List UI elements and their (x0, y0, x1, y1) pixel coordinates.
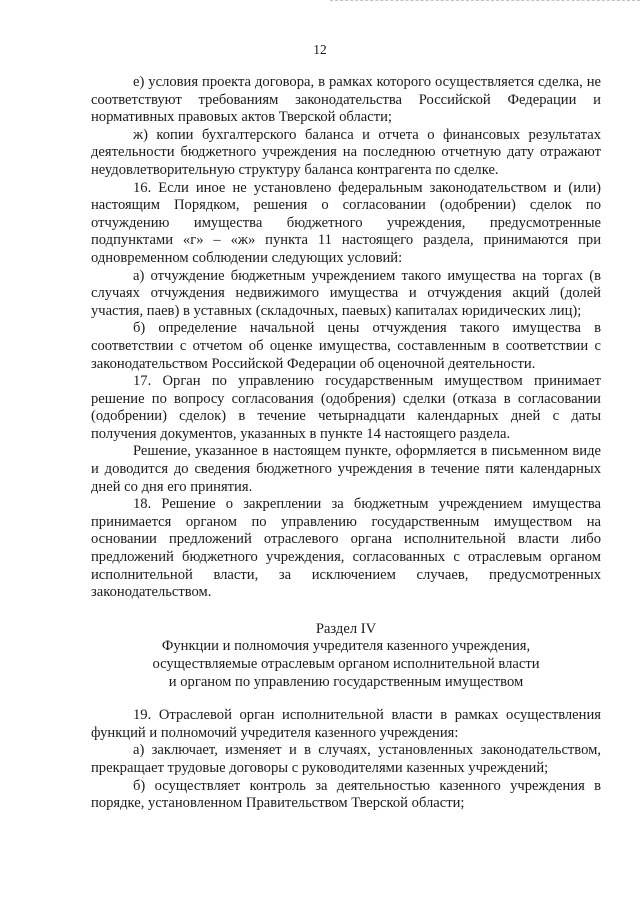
paragraph-17-decision: Решение, указанное в настоящем пункте, оформляется в письменном виде и доводится до сведения бюджетного учреждения в течение пяти календарных дней со дня его принятия. (91, 443, 601, 495)
page-number: 12 (313, 42, 327, 57)
paragraph-item-e: е) условия проекта договора, в рамках которого осуществляется сделка, не соответствуют требованиям законодательства Российской Федерации и нормативных правовых актов Тверской области; (91, 74, 601, 126)
section-subtitle-line: Функции и полномочия учредителя казенного учреждения, (161, 638, 531, 655)
paragraph-18: 18. Решение о закреплении за бюджетным учреждением имущества принимается органом по управлению государственным имуществом на основании предложений отраслевого органа исполнительной власти либо предложений бюджетного учреждения, согласованных с отраслевым органом исполнительной власти, за исключением случаев, предусмотренных законодательством. (91, 496, 601, 601)
scan-artifact-marks (330, 0, 640, 7)
paragraph-19-a: а) заключает, изменяет и в случаях, установленных законодательством, прекращает трудовые договоры с руководителями казенных учреждений; (91, 742, 601, 776)
section-title: Раздел IV (315, 620, 377, 637)
paragraph-16-b: б) определение начальной цены отчуждения такого имущества в соответствии с отчетом об оценке имущества, составленным в соответствии с законодательством Российской Федерации об оценочной деятельности. (91, 320, 601, 372)
section-subtitle-line: и органом по управлению государственным имуществом (168, 673, 524, 690)
section-subtitle-line: осуществляемые отраслевым органом исполнительной власти (152, 656, 540, 672)
paragraph-19-b: б) осуществляет контроль за деятельностью казенного учреждения в порядке, установленном Правительством Тверской области; (91, 777, 601, 812)
paragraph-16-a: а) отчуждение бюджетным учреждением такого имущества на торгах (в случаях отчуждения недвижимого имущества и отчуждения акций (долей участия, паев) в уставных (складочных, паевых) капиталах юридических лиц); (91, 267, 601, 319)
paragraph-17: 17. Орган по управлению государственным имуществом принимает решение по вопросу согласования (одобрения) сделки (отказа в согласовании (одобрении) сделок) в течение четырнадцати календарных дней с даты получения документов, указанных в пункте 14 настоящего раздела. (91, 373, 601, 442)
section-spacer (91, 691, 601, 707)
section-heading (91, 621, 601, 691)
paragraph-item-zh: ж) копии бухгалтерского баланса и отчета о финансовых результатах деятельности бюджетного учреждения на последнюю отчетную дату отражают неудовлетворительную структуру баланса контрагента по сделке. (91, 126, 601, 178)
document-body (91, 74, 601, 813)
paragraph-19: 19. Отраслевой орган исполнительной власти в рамках осуществления функций и полномочий учредителя казенного учреждения: (91, 707, 601, 741)
paragraph-16: 16. Если иное не установлено федеральным законодательством и (или) настоящим Порядком, решения о согласовании (одобрении) сделок по отчуждению имущества бюджетного учреждения, предусмотренные подпунктами «г» – «ж» пункта 11 настоящего раздела, принимаются при одновременном соблюдении следующих условий: (91, 179, 601, 266)
